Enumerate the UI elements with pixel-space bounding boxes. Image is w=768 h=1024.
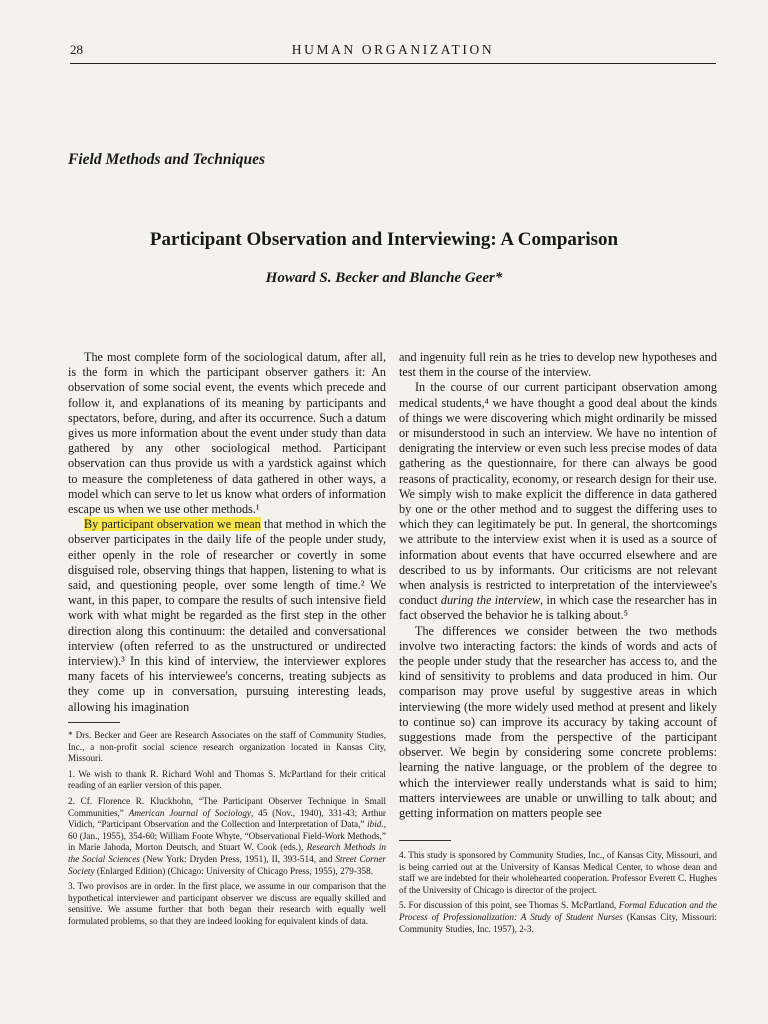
citation-title: ibid. xyxy=(367,819,384,830)
paragraph xyxy=(399,380,717,623)
right-column xyxy=(399,350,717,821)
footnote-text: 5. For discussion of this point, see Thomas S. McPartland, xyxy=(399,900,619,911)
footnote-rule xyxy=(68,722,120,723)
paragraph-text: In the course of our current participant observation among medical students,⁴ we have thought a good deal about the kinds of things we were discovering which might ordinarily be missed or misunderstood in such an interview. We have no intention of denigrating the interview or even such less precise modes of data gathering as the questionnaire, for there can always be good reasons of practicality, economy, or research design for their use. We simply wish to make explicit the difference in data gathered by one or the other method and to suggest the differing uses to which they can legitimately be put. In general, the shortcomings we attribute to the interview exist when it is used as a source of information about events that have occurred elsewhere and are described to us by informants. Our criticisms are not relevant when analysis is restricted to interpretation of the interviewee's conduct xyxy=(399,380,717,608)
paragraph: The differences we consider between the two methods involve two interacting factors: the kinds of words and acts of the people under study that the researcher has access to, and the kind of sensitivity to problems and data produced in him. Our comparison may prove useful by suggestive areas in which interviewing (the more widely used method at present and likely to continue so) can improve its accuracy by taking account of suggestions made from the perspective of the participant observer. We begin by considering some concrete problems: learning the native language, or the problem of the degree to which the interviewer really understands what is said to him; matters interviewees are unable or unwilling to talk about; and getting information on matters people see xyxy=(399,623,717,821)
citation-title: Formal Education and the Process of Professionalization: A Study of Student Nurses xyxy=(399,900,717,922)
paragraph: The most complete form of the sociological datum, after all, is the form in which the participant observer gathers it: An observation of some social event, the events which precede and follow it, and explanations of its meaning by participants and spectators, before, during, and after its occurrence. Such a datum gives us more information about the event under study than data gathered by any other sociological method. Participant observation can thus provide us with a yardstick against which to measure the completeness of data gathered in other ways, a model which can serve to let us know what orders of information escape us when we use other methods.¹ xyxy=(68,350,386,517)
section-heading: Field Methods and Techniques xyxy=(68,151,266,168)
footnote-text: 2. Cf. Florence R. Kluckhohn, “The Participant Observer Technique in Small Communities,” xyxy=(68,795,386,818)
citation-title: Research Methods in the Social Sciences xyxy=(68,842,386,864)
paragraph-text: that method in which the observer participates in the daily life of the people under study, either openly in the role of researcher or covertly in some disguised role, observing things that happen, listening to what is said, and questioning people, over some length of time.² We want, in this paper, to compare the results of such intensive field work with what might be regarded as the first step in the other direction along this continuum: the detailed and conversational interview (often referred to as the unstructured or undirected interview).³ In this kind of interview, the interviewer explores many facets of his interviewee's concerns, treating subjects as they come up in conversation, pursuing interesting leads, allowing his imagination xyxy=(68,517,386,714)
header-rule xyxy=(70,63,716,64)
footnote-2 xyxy=(68,796,386,877)
paragraph: and ingenuity full rein as he tries to develop new hypotheses and test them in the course of the interview. xyxy=(399,350,717,380)
footnotes-right xyxy=(399,850,717,939)
citation-title: American Journal of Sociology xyxy=(128,807,252,818)
paragraph xyxy=(68,517,386,715)
footnote-1: 1. We wish to thank R. Richard Wohl and Thomas S. McPartland for their critical reading of an earlier version of this paper. xyxy=(68,768,386,791)
footnotes-left xyxy=(68,730,386,932)
footnote-text: , 60 (Jan., 1955), 354-60; William Foote Whyte, “Observational Field-Work Methods,” in Marie Jahoda, Morton Deutsch, and Stuart W. Cook (eds.), xyxy=(68,819,386,853)
footnote-text: (Enlarged Edition) (Chicago: University of Chicago Press, 1955), 279-358. xyxy=(94,865,374,876)
running-header xyxy=(70,42,716,62)
citation-title: Street Corner Society xyxy=(68,853,386,876)
emphasis-text: during the interview xyxy=(440,593,541,608)
page-number: 28 xyxy=(70,42,83,57)
footnote-3: 3. Two provisos are in order. In the first place, we assume in our comparison that the hypothetical interviewer and participant observer we discuss are equally skilled and sensitive. We assume further that both began their research with equally well formulated problems, so that they are indeed looking for equivalent kinds of data. xyxy=(68,881,386,926)
article-title: Participant Observation and Interviewing: A Comparison xyxy=(149,229,619,250)
footnote-text: , 45 (Nov., 1940), 331-43; Arthur Vidich, “Participant Observation and the Collection and Interpretation of Data,” xyxy=(68,807,386,830)
footnote-rule xyxy=(399,840,451,841)
footnote-4: 4. This study is sponsored by Community Studies, Inc., of Kansas City, Missouri, and is being carried out at the University of Kansas Medical Center, to whose dean and staff we are indebted for their wholehearted cooperation. Professor Everett C. Hughes of the University of Chicago is director of the project. xyxy=(399,850,717,895)
footnote-star: * Drs. Becker and Geer are Research Associates on the staff of Community Studies, Inc., a non-profit social science research organization located in Kansas City, Missouri. xyxy=(68,730,386,764)
footnote-5 xyxy=(399,900,717,935)
highlighted-text[interactable]: By participant observation we mean xyxy=(84,517,261,532)
paragraph-text: , in which case the researcher has in fact observed the behavior he is talking about.⁵ xyxy=(399,593,717,623)
left-column xyxy=(68,350,386,715)
footnote-text: (New York: Dryden Press, 1951), II, 393-514, and xyxy=(139,853,336,864)
journal-name: HUMAN ORGANIZATION xyxy=(291,42,495,57)
footnote-text: (Kansas City, Missouri: Community Studies, Inc. 1957), 2-3. xyxy=(399,911,717,934)
article-authors: Howard S. Becker and Blanche Geer* xyxy=(265,270,503,286)
